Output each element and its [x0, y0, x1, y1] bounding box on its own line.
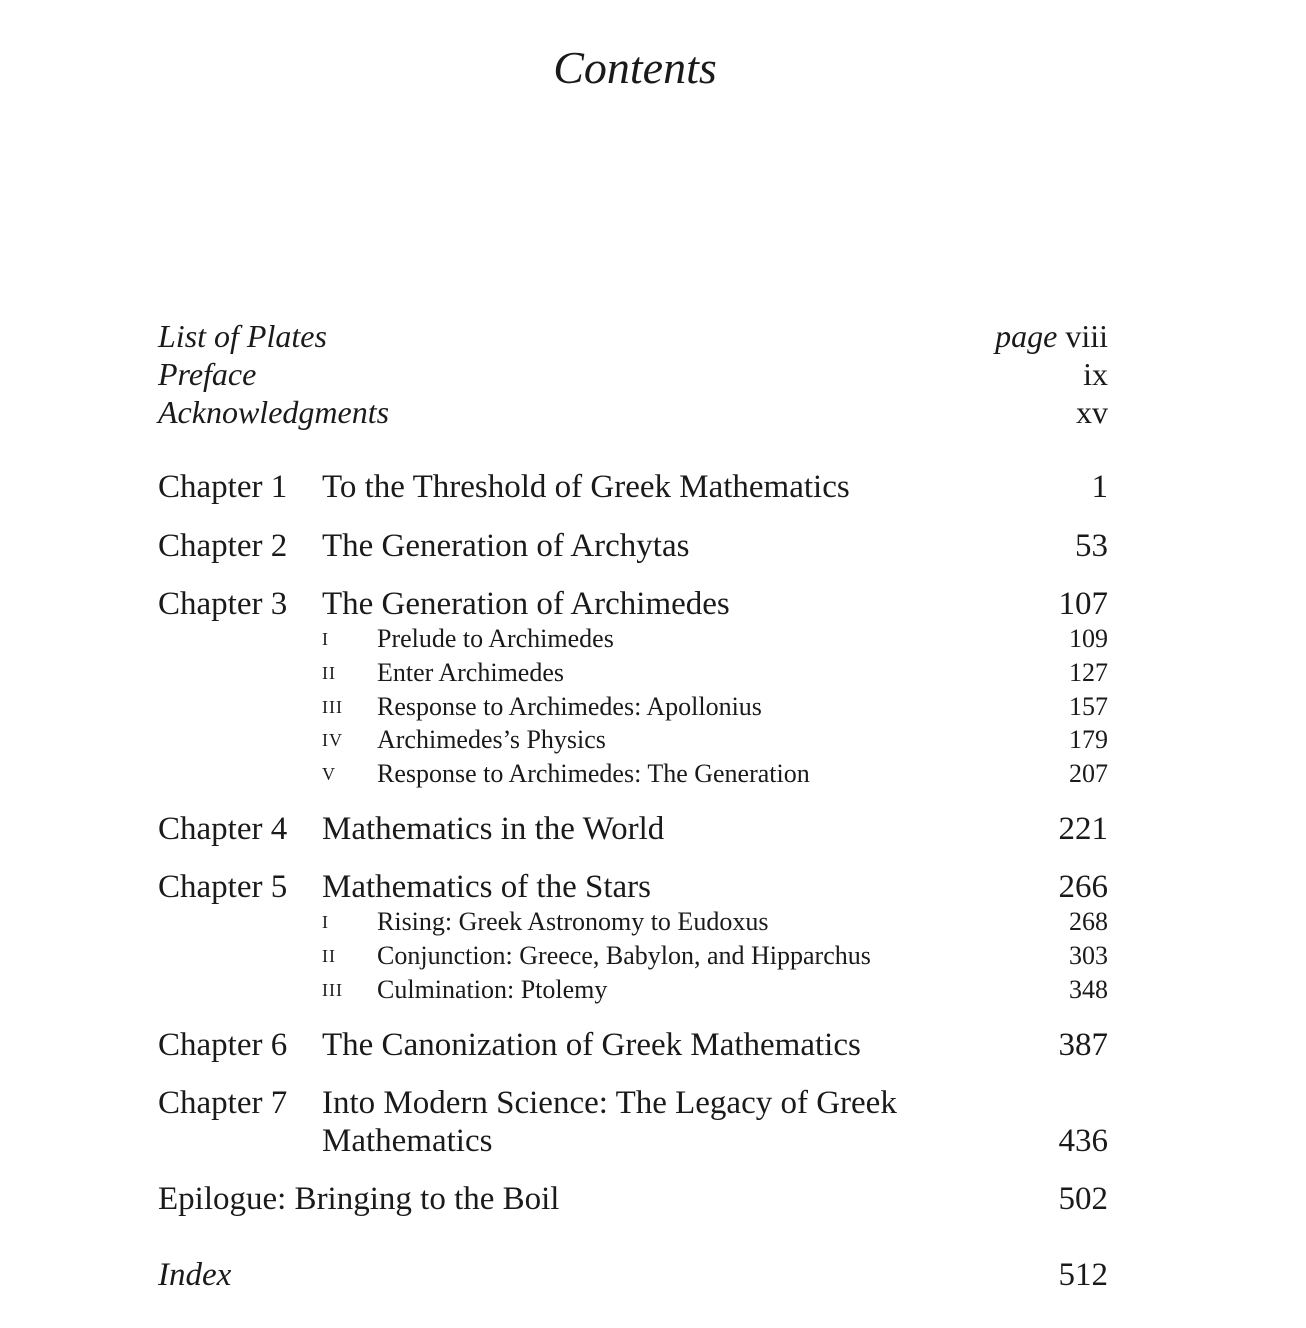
chapter-title: To the Threshold of Greek Mathematics	[322, 469, 850, 505]
chapter-label: Chapter 7	[158, 1085, 288, 1121]
chapter-label: Chapter 4	[158, 811, 288, 847]
section-number: I	[322, 912, 329, 932]
page-number: 1	[1091, 469, 1108, 505]
toc-chapter-7	[158, 1083, 1108, 1123]
section-title: Archimedes’s Physics	[377, 725, 606, 754]
page-number: 109	[1069, 624, 1108, 653]
chapter-title-continued: Mathematics	[322, 1123, 493, 1159]
section-title: Enter Archimedes	[377, 658, 564, 687]
page-number: 221	[1058, 811, 1108, 847]
toc-section	[158, 973, 1108, 1007]
page-title: Contents	[553, 42, 717, 93]
entry-title: Preface	[158, 356, 257, 392]
section-title: Rising: Greek Astronomy to Eudoxus	[377, 907, 769, 936]
section-number: II	[322, 946, 336, 966]
section-number: IV	[322, 730, 343, 750]
page-number: 502	[1058, 1181, 1108, 1217]
chapter-label: Chapter 5	[158, 869, 288, 905]
toc-section	[158, 757, 1108, 791]
chapter-title: Into Modern Science: The Legacy of Greek	[322, 1085, 897, 1121]
page-number: xv	[1076, 394, 1108, 430]
page-number: 127	[1069, 658, 1108, 687]
page-number: ix	[1083, 356, 1108, 392]
chapter-label: Chapter 1	[158, 469, 288, 505]
toc-chapter-1	[158, 467, 1108, 507]
page-number: 387	[1058, 1027, 1108, 1063]
toc-section	[158, 939, 1108, 973]
page-number: 436	[1058, 1123, 1108, 1159]
section-number: III	[322, 980, 343, 1000]
chapter-title: The Canonization of Greek Mathematics	[322, 1027, 861, 1063]
page-number: viii	[1065, 318, 1108, 354]
section-title: Culmination: Ptolemy	[377, 975, 608, 1004]
page-number: 268	[1069, 907, 1108, 936]
toc-chapter-5	[158, 867, 1108, 907]
section-number: III	[322, 697, 343, 717]
entry-title: Index	[158, 1257, 232, 1293]
entry-page	[995, 317, 1108, 355]
toc-section	[158, 656, 1108, 690]
section-title: Conjunction: Greece, Babylon, and Hipparchus	[377, 941, 871, 970]
toc-chapter-7-continued	[158, 1121, 1108, 1161]
page-number: 157	[1069, 692, 1108, 721]
chapter-label: Chapter 6	[158, 1027, 288, 1063]
toc-section	[158, 622, 1108, 656]
page-number: 207	[1069, 759, 1108, 788]
toc-entry-acknowledgments	[158, 393, 1108, 431]
toc-section	[158, 723, 1108, 757]
page-number: 53	[1075, 528, 1108, 564]
section-title: Prelude to Archimedes	[377, 624, 614, 653]
page-number: 107	[1058, 586, 1108, 622]
page-number: 179	[1069, 725, 1108, 754]
toc-entry-preface	[158, 355, 1108, 393]
entry-title: List of Plates	[158, 318, 327, 354]
chapter-title: The Generation of Archimedes	[322, 586, 730, 622]
page-number: 512	[1058, 1257, 1108, 1293]
chapter-title: Mathematics of the Stars	[322, 869, 652, 905]
section-title: Response to Archimedes: The Generation	[377, 759, 810, 788]
page-number: 303	[1069, 941, 1108, 970]
chapter-title: Mathematics in the World	[322, 811, 665, 847]
section-number: V	[322, 764, 336, 784]
toc-section	[158, 690, 1108, 724]
toc-entry-index	[158, 1255, 1108, 1295]
toc-entry-epilogue	[158, 1179, 1108, 1219]
chapter-title: The Generation of Archytas	[322, 528, 690, 564]
toc-chapter-3	[158, 584, 1108, 624]
toc-section	[158, 905, 1108, 939]
section-title: Response to Archimedes: Apollonius	[377, 692, 762, 721]
chapter-label: Chapter 3	[158, 586, 288, 622]
section-number: II	[322, 663, 336, 683]
section-number: I	[322, 629, 329, 649]
page-number: 348	[1069, 975, 1108, 1004]
page-number: 266	[1058, 869, 1108, 905]
chapter-label: Chapter 2	[158, 528, 288, 564]
toc-chapter-4	[158, 809, 1108, 849]
entry-title: Epilogue: Bringing to the Boil	[158, 1181, 560, 1217]
toc-chapter-2	[158, 526, 1108, 566]
page-word: page	[995, 318, 1058, 354]
entry-title: Acknowledgments	[158, 394, 390, 430]
toc-entry-list-of-plates	[158, 317, 1108, 355]
toc-chapter-6	[158, 1025, 1108, 1065]
